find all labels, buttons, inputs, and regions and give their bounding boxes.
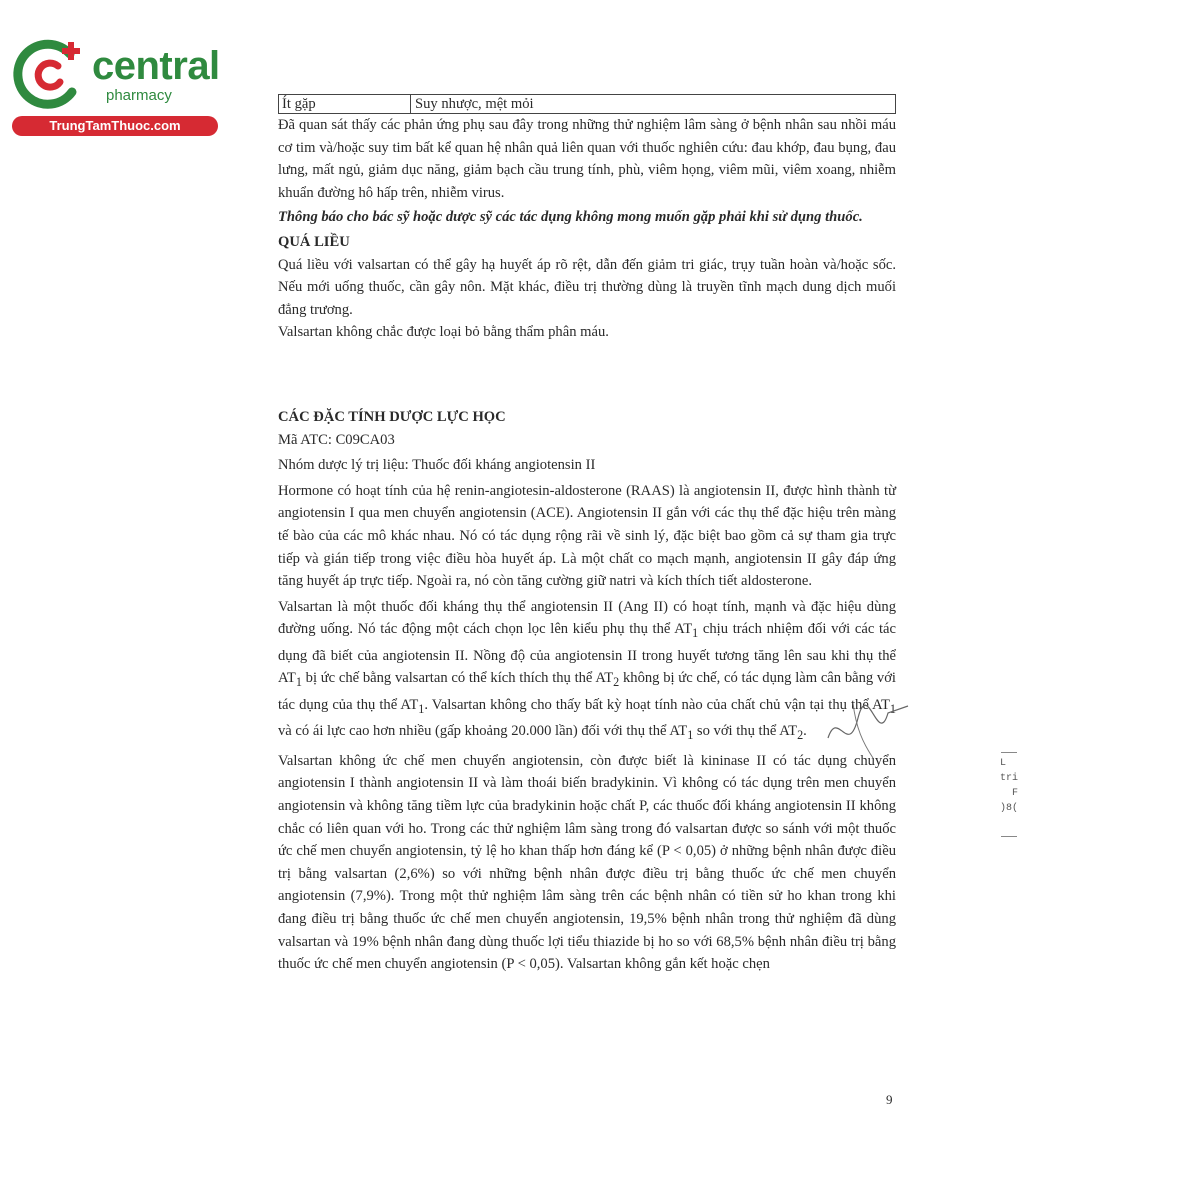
brand-sub: pharmacy: [106, 87, 172, 104]
table-cell-effect: Suy nhược, mệt mỏi: [415, 96, 534, 112]
atc-code: Mã ATC: C09CA03: [278, 431, 395, 448]
overdose-heading: QUÁ LIỀU: [278, 233, 350, 250]
brand-url[interactable]: TrungTamThuoc.com: [12, 116, 218, 136]
overdose-paragraph-1: Quá liều với valsartan có thể gây hạ huyết áp rõ rệt, dẫn đến giảm tri giác, trụy tuần hoàn và/hoặc sốc. Nếu mới uống thuốc, cần gây nôn. Mặt khác, điều trị thường dùng là truyền tĩnh mạch dung dịch muối đẳng trương.: [278, 256, 896, 318]
pharmacology-paragraph-2: Valsartan là một thuốc đối kháng thụ thể angiotensin II (Ang II) có hoạt tính, mạnh và đặc hiệu dùng đường uống. Nó tác động một cách chọn lọc lên kiểu phụ thụ thể $AT_1$ chịu trách nhiệm đối với các tác dụng đã biết của angiotensin II. Nồng độ của angiotensin II trong huyết tương tăng lên sau khi thụ thể $AT_1$ bị ức chế bằng valsartan có thể kích thích thụ thể $AT_2$ không bị ức chế, có tác dụng làm cân bằng với tác dụng của thụ thể $AT_1$. Valsartan không cho thấy bất kỳ hoạt tính nào của chất chủ vận tại thụ thể $AT_1$ và có ái lực cao hơn nhiều (gấp khoảng 20.000 lần) đối với thụ thể $AT_1$ so với thụ thể $AT_2$.: [278, 598, 897, 743]
brand-name: central: [92, 44, 220, 88]
table-row: [278, 94, 896, 114]
page-number: 9: [886, 1092, 893, 1107]
document-body: [278, 94, 896, 976]
brand-logo[interactable]: [10, 36, 220, 136]
margin-fragments: L tri F )8(: [1000, 758, 1019, 814]
table-cell-frequency: Ít gặp: [279, 95, 411, 113]
report-warning: Thông báo cho bác sỹ hoặc dược sỹ các tác dụng không mong muốn gặp phải khi sử dụng thuốc.: [278, 209, 863, 226]
pharmacology-paragraph-1: Hormone có hoạt tính của hệ renin-angiotesin-aldosterone (RAAS) là angiotensin II, được hình thành từ angiotensin I qua men chuyển angiotensin (ACE). Angiotensin II gắn với các thụ thể đặc hiệu trên màng tế bào của các mô khác nhau. Nó có tác dụng rộng rãi về sinh lý, đặc biệt bao gồm cả sự tham gia trực tiếp và gián tiếp trong việc điều hòa huyết áp. Là một chất co mạch mạnh, angiotensin II gây đáp ứng tăng huyết áp trực tiếp. Ngoài ra, nó còn tăng cường giữ natri và kích thích tiết aldosterone.: [278, 482, 896, 590]
pharmacy-cross-icon: [10, 36, 90, 110]
overdose-paragraph-2: Valsartan không chắc được loại bỏ bằng thẩm phân máu.: [278, 324, 609, 341]
adverse-effects-paragraph: Đã quan sát thấy các phản ứng phụ sau đây trong những thử nghiệm lâm sàng ở bệnh nhân sau nhồi máu cơ tim và/hoặc suy tim bất kể quan hệ nhân quả liên quan với thuốc nghiên cứu: đau khớp, đau bụng, đau lưng, mất ngủ, giảm dục năng, giảm bạch cầu trung tính, phù, viêm họng, viêm mũi, viêm xoang, nhiễm khuẩn đường hô hấp trên, nhiễm virus.: [278, 117, 896, 201]
signature-mark: [818, 698, 918, 768]
pharmacology-paragraph-3: Valsartan không ức chế men chuyển angiotensin, còn được biết là kininase II có tác dụng chuyển angiotensin I thành angiotensin II và làm thoái biến bradykinin. Vì không có tác dụng trên men chuyển angiotensin và không tăng tiềm lực của bradykinin hoặc chất P, các thuốc đối kháng angiotensin II không chắc có liên quan với ho. Trong các thử nghiệm lâm sàng trong đó valsartan được so sánh với một thuốc ức chế men chuyển angiotensin, tỷ lệ ho khan thấp hơn đáng kể (P < 0,05) ở những bệnh nhân được điều trị bằng valsartan (2,6%) so với những bệnh nhân được điều trị bằng thuốc ức chế men chuyển angiotensin (7,9%). Trong một thử nghiệm lâm sàng trên các bệnh nhân có tiền sử ho khan trong khi đang điều trị bằng thuốc ức chế men chuyển angiotensin, 19,5% bệnh nhân trong thử nghiệm đã dùng valsartan và 19% bệnh nhân đang dùng thuốc lợi tiểu thiazide bị ho so với 68,5% bệnh nhân điều trị bằng thuốc ức chế men chuyển angiotensin (P < 0,05). Valsartan không gắn kết hoặc chẹn: [278, 752, 896, 973]
pharmacology-heading: CÁC ĐẶC TÍNH DƯỢC LỰC HỌC: [278, 408, 506, 425]
therapeutic-group: Nhóm dược lý trị liệu: Thuốc đối kháng angiotensin II: [278, 457, 596, 474]
